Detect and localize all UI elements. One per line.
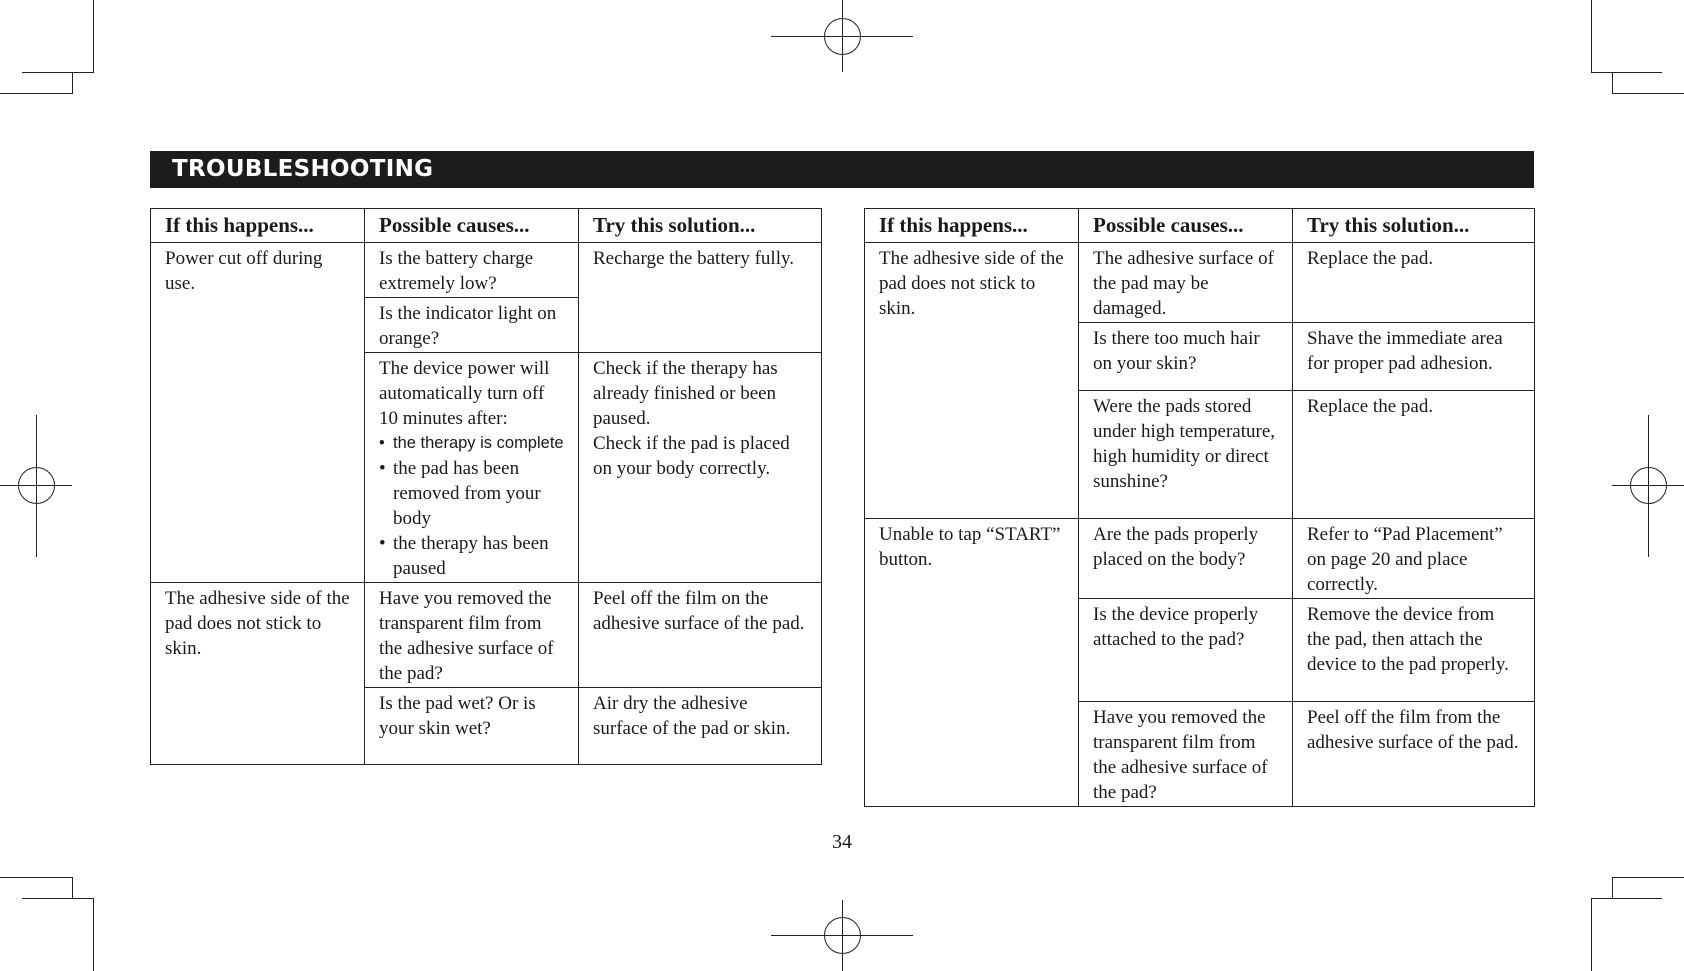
table-header-row: [151, 209, 822, 243]
solution-cell: Air dry the adhesive surface of the pad or skin.: [579, 688, 822, 765]
cause-cell: [365, 353, 579, 583]
solution-cell: Shave the immediate area for proper pad adhesion.: [1293, 323, 1535, 391]
cause-cell: Is the indicator light on orange?: [365, 298, 579, 353]
header-issue: If this happens...: [151, 209, 365, 243]
solution-cell: Refer to “Pad Placement” on page 20 and place correctly.: [1293, 519, 1535, 599]
troubleshooting-table-right: [864, 208, 1535, 807]
issue-cell: Unable to tap “START” button.: [865, 519, 1079, 807]
section-title-banner: [150, 151, 1534, 188]
solution-text: Check if the pad is placed on your body correctly.: [593, 433, 790, 479]
cause-cell: Have you removed the transparent film from the adhesive surface of the pad?: [365, 583, 579, 688]
issue-cell: The adhesive side of the pad does not stick to skin.: [865, 243, 1079, 519]
issue-cell: Power cut off during use.: [151, 243, 365, 583]
cause-cell: Is the device properly attached to the pad?: [1079, 599, 1293, 702]
table-row: [865, 243, 1535, 323]
solution-cell: [579, 353, 822, 583]
page-number: 34: [832, 831, 852, 853]
bullet-item: • the pad has been removed from your body: [379, 456, 564, 531]
table-row: [151, 243, 822, 298]
solution-cell: Peel off the film from the adhesive surface of the pad.: [1293, 702, 1535, 807]
solution-cell: Replace the pad.: [1293, 391, 1535, 519]
cause-cell: Are the pads properly placed on the body?: [1079, 519, 1293, 599]
header-cause: Possible causes...: [1079, 209, 1293, 243]
section-title: TROUBLESHOOTING: [172, 156, 434, 182]
cause-cell: Have you removed the transparent film from the adhesive surface of the pad?: [1079, 702, 1293, 807]
cause-bullet-list: [379, 431, 564, 581]
cause-cell: Were the pads stored under high temperature, high humidity or direct sunshine?: [1079, 391, 1293, 519]
troubleshooting-table-left: [150, 208, 822, 765]
header-cause: Possible causes...: [365, 209, 579, 243]
issue-cell: The adhesive side of the pad does not stick to skin.: [151, 583, 365, 765]
cause-cell: The adhesive surface of the pad may be damaged.: [1079, 243, 1293, 323]
header-solution: Try this solution...: [1293, 209, 1535, 243]
solution-cell: Replace the pad.: [1293, 243, 1535, 323]
solution-cell: Recharge the battery fully.: [579, 243, 822, 353]
cause-cell: Is there too much hair on your skin?: [1079, 323, 1293, 391]
table-header-row: [865, 209, 1535, 243]
solution-cell: Peel off the film on the adhesive surface of the pad.: [579, 583, 822, 688]
header-issue: If this happens...: [865, 209, 1079, 243]
cause-intro: The device power will automatically turn off 10 minutes after:: [379, 358, 550, 429]
solution-cell: Remove the device from the pad, then attach the device to the pad properly.: [1293, 599, 1535, 702]
table-row: [151, 583, 822, 688]
bullet-item: • the therapy has been paused: [379, 531, 564, 581]
bullet-item: • the therapy is complete: [379, 431, 564, 456]
solution-text: Check if the therapy has already finished or been paused.: [593, 358, 778, 429]
cause-cell: Is the battery charge extremely low?: [365, 243, 579, 298]
table-row: [865, 519, 1535, 599]
cause-cell: Is the pad wet? Or is your skin wet?: [365, 688, 579, 765]
header-solution: Try this solution...: [579, 209, 822, 243]
